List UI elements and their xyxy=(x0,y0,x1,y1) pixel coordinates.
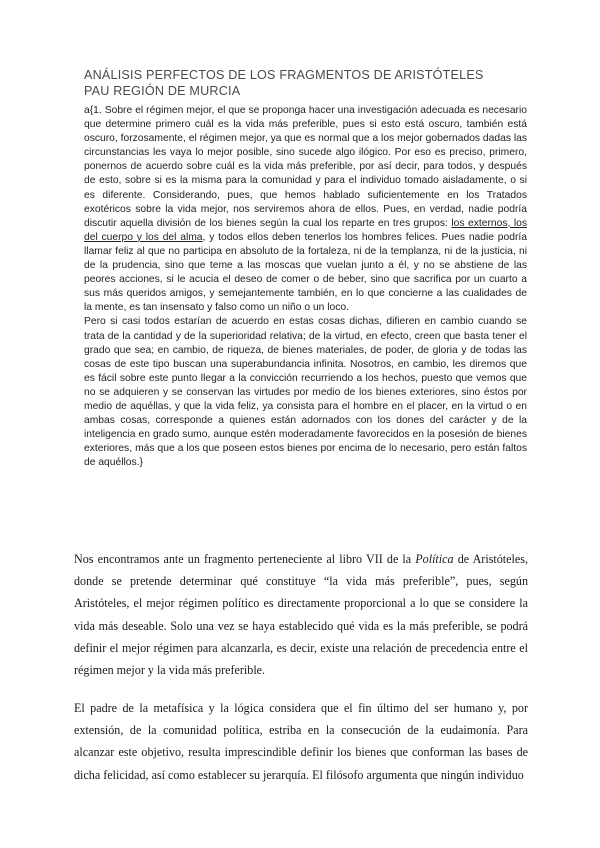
fragment-text: a{1. Sobre el régimen mejor, el que se proponga hacer una investigación adecuada es necesario que determine primero cuál es la vida más preferible, pues si esto está oscuro, también está oscuro, forzosamente, el régimen mejor, ya que es normal que a los mejor gobernados dadas las circunstancias les vaya lo mejor posible, sino sucede algo ilógico. Por eso es preciso, primero, ponernos de acuerdo sobre cuál es la vida más preferible, por así decir, para todos, y después de esto, sobre si es la misma para la comunidad y para el individuo tomado aisladamente, o si es diferente. Considerando, pues, que hemos hablado suficientemente en los Tratados exotéricos sobre la vida mejor, nos serviremos ahora de ellos. Pues, en verdad, nadie podría discutir aquella división de los bienes según la cual los reparte en tres grupos: xyxy=(84,105,528,229)
fragment-paragraph-2: Pero si casi todos estarían de acuerdo en estas cosas dichas, difieren en cambio cuando se trata de la cantidad y de la superioridad relativa; de la virtud, en efecto, creen que basta tener el grado que sea; en cambio, de riqueza, de bienes materiales, de poder, de gloria y de todas las cosas de este tipo buscan una superabundancia infinita. Nosotros, en cambio, les diremos que es fácil sobre este punto llegar a la convicción recurriendo a los hechos, puesto que vemos que no se adquieren y se conservan las virtudes por medio de los bienes exteriores, sino éstos por medio de aquéllas, y que la vida feliz, ya consista para el hombre en el placer, en la virtud o en ambas cosas, corresponde a quienes están adornados con los dones del carácter y de la inteligencia en grado sumo, aunque estén moderadamente favorecidos en la posesión de bienes exteriores, más que a los que poseen estos bienes por encima de lo necesario, pero están faltos de aquéllos.} xyxy=(84,316,527,469)
book-title-italic: Política xyxy=(415,552,454,566)
analysis-text: El padre de la metafísica y la lógica considera que el fin último del ser humano y, por extensión, de la comunidad política, estriba en la consecución de la eudaimonía. Para alcanzar este objetivo, resulta imprescindible definir los bienes que conforman las bases de dicha felicidad, así como establecer su jerarquía. El filósofo argumenta que ningún individuo xyxy=(74,701,528,782)
analysis-text xyxy=(74,548,528,681)
fragment-text: , y todos ellos deben tenerlos los hombres felices. Pues nadie podría llamar feliz al que no participa en absoluto de la fortaleza, ni de la templanza, ni de la justicia, ni de la prudencia, sino que teme a las moscas que vuelan junto a él, y no se abstiene de las peores acciones, si le acucia el deseo de comer o de beber, sino que sacrifica por un cuarto a sus más queridos amigos, y semejantemente también, en lo que concierne a las cualidades de la mente, es tan insensato y falso como un niño o un loco. xyxy=(84,231,527,314)
analysis-paragraph-1 xyxy=(74,548,528,681)
header-subtitle: PAU REGIÓN DE MURCIA xyxy=(84,84,241,98)
analysis-paragraph-2 xyxy=(74,697,528,786)
header-title: ANÁLISIS PERFECTOS DE LOS FRAGMENTOS DE ARISTÓTELES xyxy=(84,68,484,82)
document-header xyxy=(84,67,524,99)
analysis-text-start: Nos encontramos ante un fragmento perteneciente al libro VII de la xyxy=(74,552,416,566)
underlined-phrase: los externos, los del cuerpo y los del alma xyxy=(84,217,527,243)
fragment-paragraph-1 xyxy=(84,104,527,315)
quoted-fragment xyxy=(84,104,527,470)
analysis-text-rest: de Aristóteles, donde se pretende determinar qué constituye “la vida más preferible”, pues, según Aristóteles, el mejor régimen político es directamente proporcional a lo que se considere la vida más deseable. Solo una vez se haya establecido qué vida es la más preferible, se podrá definir el mejor régimen para alcanzarla, es decir, existe una relación de precedencia entre el régimen mejor y la vida más preferible. xyxy=(74,552,528,678)
